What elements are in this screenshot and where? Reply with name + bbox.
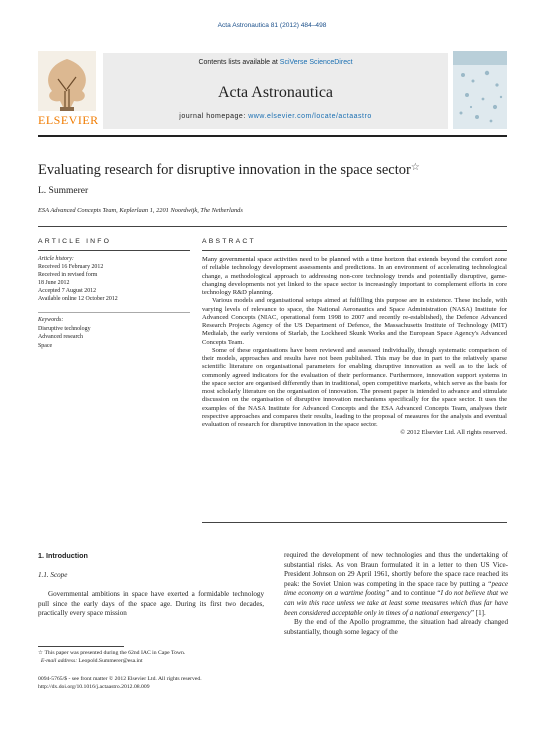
abstract-paragraph: Various models and organisational setups aimed at fulfilling this purpose are in existence. These include, with varying levels of relevance to space, the National Aeronautics and Space Administration (NASA) Institute for Advanced Concepts (NIAC, operational form 1998 to 2007 and recently re-established), the Defence Advanced Research Projects Agency of the US Department of Defence, the Massachusetts Institute of Technology (MIT) Medialab, the early versions of Starlab, the Lockheed Skunk Works and the European Space Agency's Advanced Concepts Team. bbox=[202, 297, 507, 346]
article-info-rule bbox=[38, 250, 190, 251]
header-rule bbox=[38, 135, 507, 137]
keywords bbox=[38, 316, 190, 350]
abstract-paragraph: Some of these organisations have been reviewed and assessed individually, though systematic comparison of their models, approaches and results have not been published. This may be due in part to the relatively sparse scientific literature on organisational parameters for enabling disruptive innovation as well as to the lack of commonly agreed indicators for the evaluation of their performance. Furthermore, innovation support systems in the space sector are organised differently than in traditional, open competitive markets, which serve as the basis for most scholarly literature on the organisation of innovation. The present paper is intended to advance and stimulate discussion on the organisation of disruptive innovation mechanisms specifically for the space sector. It uses the examples of the NASA Institute for Advanced Concepts and the ESA Advanced Concepts Team, analyses their respective approaches and compares their results, leading to the proposal of measures for the analysis and eventual evaluation of research for disruptive innovation in the space sector. bbox=[202, 346, 507, 428]
email-link[interactable]: Leopold.Summerer@esa.int bbox=[78, 657, 143, 664]
keywords-rule bbox=[38, 312, 190, 313]
abstract-rule bbox=[202, 250, 507, 251]
keyword-item: Disruptive technology bbox=[38, 325, 91, 332]
contents-prefix: Contents lists available at bbox=[198, 59, 280, 66]
footnote-star-icon: ☆ bbox=[38, 650, 44, 656]
quote-national-emergency: I do not believe that we can win this race unless we take at least some measures which thus far have been considered acceptable only in times of a national emergency bbox=[284, 589, 508, 617]
footnote bbox=[38, 650, 264, 665]
history-item: 18 June 2012 bbox=[38, 279, 70, 286]
abstract-bottom-rule bbox=[202, 522, 507, 523]
journal-citation: Acta Astronautica 81 (2012) 484–498 bbox=[217, 22, 327, 29]
issn-block bbox=[38, 676, 264, 691]
quote-peace-time: “peace time economy on a wartime footing” bbox=[284, 579, 508, 598]
history-item: Received 16 February 2012 bbox=[38, 263, 104, 270]
publisher-name: ELSEVIER bbox=[38, 113, 99, 127]
title-rule bbox=[38, 226, 507, 227]
keyword-item: Advanced research bbox=[38, 334, 83, 340]
history-item: Accepted 7 August 2012 bbox=[38, 287, 97, 294]
footnote-text: ☆ This paper was presented during the 62nd IAC in Cape Town. bbox=[38, 650, 186, 656]
abstract-text bbox=[202, 256, 507, 438]
author-affiliation: ESA Advanced Concepts Team, Keplerlaan 1, 2201 Noordwijk, The Netherlands bbox=[38, 207, 243, 214]
body-paragraph: Governmental ambitions in space have exerted a formidable technology pull since the early days of the space age. During its first two decades, practically every space mission bbox=[38, 590, 264, 618]
journal-cover-thumbnail-icon bbox=[453, 51, 507, 129]
subsection-heading: 1.1. Scope bbox=[38, 570, 68, 579]
issn-line: 0094-5765/$ - see front matter © 2012 Elsevier Ltd. All rights reserved. bbox=[38, 676, 202, 682]
keywords-label: Keywords: bbox=[38, 317, 64, 323]
paper-title bbox=[38, 162, 507, 179]
sciencedirect-link[interactable]: SciVerse ScienceDirect bbox=[279, 59, 353, 66]
keyword-item: Space bbox=[38, 342, 53, 349]
footnote-rule bbox=[38, 646, 124, 647]
body-right-column bbox=[284, 551, 508, 637]
copyright-line: © 2012 Elsevier Ltd. All rights reserved. bbox=[400, 429, 507, 437]
abstract-paragraph: Many governmental space activities need to be planned with a time horizon that extends beyond the comfort zone of reliable technology development assessments and predictions. In an environment of accelerating technological change, a methodological approach to addressing non-core technology trends and potentially disruptive, game-changing developments not yet linked to the space sector is increasingly important to complement efforts in core technology R&D planning. bbox=[202, 256, 507, 296]
history-item: Available online 12 October 2012 bbox=[38, 295, 118, 302]
history-item: Received in revised form bbox=[38, 271, 98, 278]
homepage-link[interactable]: www.elsevier.com/locate/actaastro bbox=[248, 113, 372, 120]
doi-link[interactable]: http://dx.doi.org/10.1016/j.actaastro.2012.08.009 bbox=[38, 683, 150, 690]
contents-line bbox=[103, 59, 448, 66]
title-footnote-star-icon[interactable]: ☆ bbox=[410, 162, 420, 173]
journal-title: Acta Astronautica bbox=[217, 84, 334, 101]
history-label: Article history: bbox=[38, 256, 74, 262]
paper-title-text: Evaluating research for disruptive innovation in the space sector bbox=[38, 162, 411, 178]
section-heading: 1. Introduction bbox=[38, 551, 88, 560]
abstract-heading: ABSTRACT bbox=[202, 238, 256, 245]
body-paragraph: By the end of the Apollo programme, the situation had already changed substantially, though some legacy of the bbox=[284, 618, 508, 636]
article-info-heading: ARTICLE INFO bbox=[38, 238, 112, 245]
homepage-prefix: journal homepage: bbox=[179, 113, 249, 120]
email-line bbox=[38, 658, 264, 666]
article-history bbox=[38, 256, 190, 303]
body-left-column bbox=[38, 551, 264, 619]
body-paragraph: required the development of new technologies and thus the undertaking of substantial risks. As von Braun formulated it in a letter to then US Vice-President Johnson on 29 April 1961, shortly before the space race reached its peak: the Soviet Union was competing in the space race by putting a “peace time economy on a wartime footing” and to continue “I do not believe that we can win this race unless we take at least some measures which thus far have been considered acceptable only in times of a national emergency” [1]. bbox=[284, 551, 508, 617]
email-label: E-mail address: bbox=[40, 657, 78, 664]
homepage-line bbox=[103, 113, 448, 120]
author-name: L. Summerer bbox=[38, 186, 89, 196]
